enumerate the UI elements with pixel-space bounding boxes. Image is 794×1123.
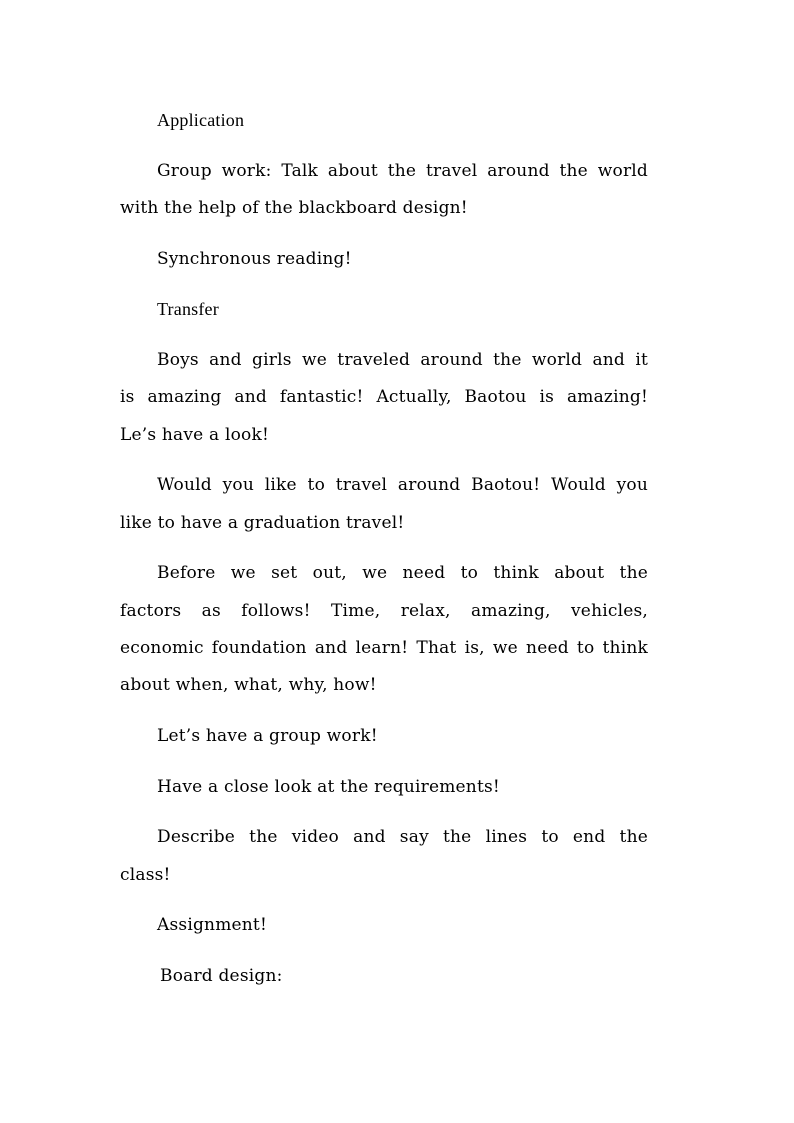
paragraph-boys-girls-line-2: is amazing and fantastic! Actually, Baotou is amazing!: [120, 387, 648, 407]
paragraph-factors-line-4: about when, what, why, how!: [120, 675, 377, 695]
paragraph-requirements: Have a close look at the requirements!: [157, 777, 500, 797]
paragraph-describe-line-1: Describe the video and say the lines to end the: [157, 827, 648, 847]
paragraph-baotou-line-1: Would you like to travel around Baotou! Would you: [157, 475, 648, 495]
paragraph-group-work: Let’s have a group work!: [157, 726, 378, 746]
paragraph-boys-girls-line-3: Le’s have a look!: [120, 425, 270, 445]
paragraph-factors-line-2: factors as follows! Time, relax, amazing, vehicles,: [120, 601, 648, 621]
paragraph-baotou-line-2: like to have a graduation travel!: [120, 513, 405, 533]
paragraph-board-design: Board design:: [160, 966, 283, 986]
paragraph-describe-line-2: class!: [120, 865, 171, 885]
heading-application: Application: [157, 110, 245, 130]
paragraph-assignment: Assignment!: [157, 915, 267, 935]
heading-transfer: Transfer: [157, 299, 219, 319]
paragraph-group-work-line-2: with the help of the blackboard design!: [120, 198, 468, 218]
paragraph-group-work-line-1: Group work: Talk about the travel around the world: [157, 161, 648, 181]
paragraph-factors-line-3: economic foundation and learn! That is, we need to think: [120, 638, 648, 658]
paragraph-synchronous-reading: Synchronous reading!: [157, 249, 352, 269]
paragraph-factors-line-1: Before we set out, we need to think about the: [157, 563, 648, 583]
paragraph-boys-girls-line-1: Boys and girls we traveled around the world and it: [157, 350, 648, 370]
